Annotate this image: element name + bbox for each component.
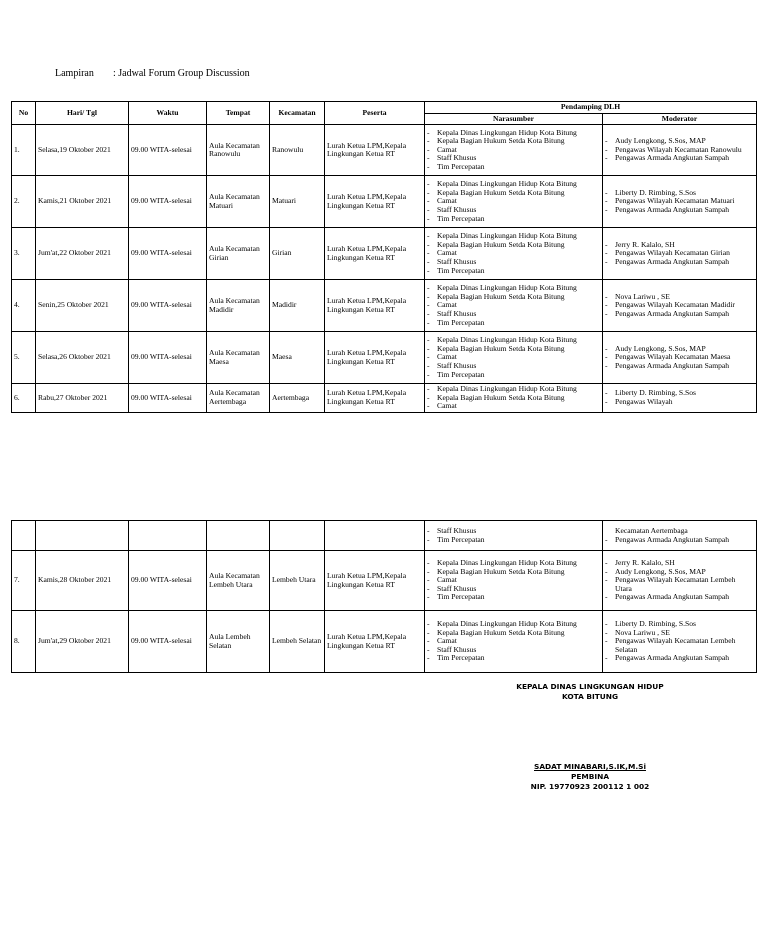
cell-empty xyxy=(207,521,270,551)
list-item: - Pengawas Armada Angkutan Sampah xyxy=(615,310,754,319)
narasumber-list xyxy=(427,180,600,223)
cell-moderator xyxy=(603,125,757,176)
moderator-list xyxy=(605,620,754,663)
cell-tempat: Aula Kecamatan Madidir xyxy=(207,280,270,332)
list-item: - Kepala Bagian Hukum Setda Kota Bitung xyxy=(437,345,600,354)
list-item: - Camat xyxy=(437,146,600,155)
list-item: - Camat xyxy=(437,353,600,362)
header-waktu: Waktu xyxy=(129,102,207,125)
office-line1: KEPALA DINAS LINGKUNGAN HIDUP xyxy=(516,682,664,691)
cell-peserta: Lurah Ketua LPM,Kepala Lingkungan Ketua RT xyxy=(325,125,425,176)
cell-waktu: 09.00 WITA-selesai xyxy=(129,551,207,611)
list-item: - Audy Lengkong, S.Sos, MAP xyxy=(615,137,754,146)
list-item: - Kepala Dinas Lingkungan Hidup Kota Bitung xyxy=(437,385,600,394)
table-row xyxy=(12,280,757,332)
cell-waktu: 09.00 WITA-selesai xyxy=(129,384,207,413)
list-item: - Pengawas Wilayah Kecamatan Madidir xyxy=(615,301,754,310)
cell-no: 4. xyxy=(12,280,36,332)
cell-tempat: Aula Kecamatan Aertembaga xyxy=(207,384,270,413)
header-hari: Hari/ Tgl xyxy=(36,102,129,125)
list-item: - Tim Percepatan xyxy=(437,654,600,663)
cell-moderator xyxy=(603,384,757,413)
list-item: - Tim Percepatan xyxy=(437,593,600,602)
list-item: - Pengawas Wilayah Kecamatan Girian xyxy=(615,249,754,258)
table-row xyxy=(12,332,757,384)
cell-no: 7. xyxy=(12,551,36,611)
list-item: - Pengawas Armada Angkutan Sampah xyxy=(615,206,754,215)
cell-tempat: Aula Kecamatan Ranowulu xyxy=(207,125,270,176)
cell-kecamatan: Lembeh Selatan xyxy=(270,611,325,673)
list-item: - Staff Khusus xyxy=(437,258,600,267)
cell-hari: Selasa,19 Oktober 2021 xyxy=(36,125,129,176)
list-item: - Liberty D. Rimbing, S.Sos xyxy=(615,620,754,629)
cell-hari: Kamis,28 Oktober 2021 xyxy=(36,551,129,611)
list-item: - Kepala Dinas Lingkungan Hidup Kota Bitung xyxy=(437,284,600,293)
cell-peserta: Lurah Ketua LPM,Kepala Lingkungan Ketua RT xyxy=(325,176,425,228)
list-item: - Camat xyxy=(437,197,600,206)
cell-empty xyxy=(325,521,425,551)
cell-narasumber xyxy=(425,125,603,176)
header-pendamping: Pendamping DLH xyxy=(425,102,757,114)
list-item: - Camat xyxy=(437,249,600,258)
list-item: - Camat xyxy=(437,637,600,646)
list-item: - Pengawas Wilayah Kecamatan Lembeh Utara xyxy=(615,576,754,593)
list-item: - Kepala Bagian Hukum Setda Kota Bitung xyxy=(437,293,600,302)
cell-no: 2. xyxy=(12,176,36,228)
list-item: - Kepala Dinas Lingkungan Hidup Kota Bitung xyxy=(437,559,600,568)
cell-narasumber xyxy=(425,551,603,611)
cell-empty xyxy=(129,521,207,551)
list-item: - Tim Percepatan xyxy=(437,371,600,380)
header-narasumber: Narasumber xyxy=(425,113,603,125)
cell-hari: Kamis,21 Oktober 2021 xyxy=(36,176,129,228)
continuation-row xyxy=(12,521,757,551)
signer-rank: PEMBINA xyxy=(570,772,610,781)
narasumber-list xyxy=(427,232,600,275)
cell-kecamatan: Madidir xyxy=(270,280,325,332)
list-item: - Pengawas Wilayah Kecamatan Ranowulu xyxy=(615,146,754,155)
list-item: - Kepala Bagian Hukum Setda Kota Bitung xyxy=(437,189,600,198)
cell-waktu: 09.00 WITA-selesai xyxy=(129,332,207,384)
cell-narasumber xyxy=(425,611,603,673)
cell-moderator xyxy=(603,280,757,332)
signer-name: SADAT MINABARI,S.IK,M.Si xyxy=(534,762,646,771)
cell-peserta: Lurah Ketua LPM,Kepala Lingkungan Ketua RT xyxy=(325,551,425,611)
list-item: - Tim Percepatan xyxy=(437,163,600,172)
signer-nip: NIP. 19770923 200112 1 002 xyxy=(530,782,650,791)
cell-peserta: Lurah Ketua LPM,Kepala Lingkungan Ketua RT xyxy=(325,384,425,413)
list-item: - Tim Percepatan xyxy=(437,267,600,276)
cell-empty xyxy=(36,521,129,551)
list-item: - Camat xyxy=(437,402,600,411)
list-item: - Pengawas Armada Angkutan Sampah xyxy=(615,362,754,371)
signature-office xyxy=(470,682,710,702)
moderator-list xyxy=(605,345,754,371)
cell-kecamatan: Girian xyxy=(270,228,325,280)
cell-hari: Jum'at,22 Oktober 2021 xyxy=(36,228,129,280)
list-item: - Pengawas Armada Angkutan Sampah xyxy=(615,654,754,663)
list-item: - Pengawas Wilayah Kecamatan Maesa xyxy=(615,353,754,362)
cell-no: 8. xyxy=(12,611,36,673)
narasumber-list xyxy=(427,559,600,602)
list-item: - Staff Khusus xyxy=(437,585,600,594)
cell-kecamatan: Aertembaga xyxy=(270,384,325,413)
cell-tempat: Aula Kecamatan Lembeh Utara xyxy=(207,551,270,611)
list-item: - Kepala Bagian Hukum Setda Kota Bitung xyxy=(437,137,600,146)
cell-hari: Selasa,26 Oktober 2021 xyxy=(36,332,129,384)
cell-kecamatan: Ranowulu xyxy=(270,125,325,176)
list-item: - Kepala Dinas Lingkungan Hidup Kota Bitung xyxy=(437,336,600,345)
cell-tempat: Aula Kecamatan Matuari xyxy=(207,176,270,228)
list-item: - Kepala Dinas Lingkungan Hidup Kota Bitung xyxy=(437,129,600,138)
list-item: - Pengawas Armada Angkutan Sampah xyxy=(615,593,754,602)
moderator-list xyxy=(605,137,754,163)
cell-narasumber-cont xyxy=(425,521,603,551)
table-row xyxy=(12,384,757,413)
moderator-list xyxy=(605,241,754,267)
cell-waktu: 09.00 WITA-selesai xyxy=(129,611,207,673)
narasumber-list xyxy=(427,284,600,327)
cell-kecamatan: Matuari xyxy=(270,176,325,228)
cell-narasumber xyxy=(425,176,603,228)
cell-narasumber xyxy=(425,332,603,384)
list-item: - Staff Khusus xyxy=(437,527,600,536)
cell-peserta: Lurah Ketua LPM,Kepala Lingkungan Ketua RT xyxy=(325,332,425,384)
cell-waktu: 09.00 WITA-selesai xyxy=(129,280,207,332)
cell-no: 1. xyxy=(12,125,36,176)
moderator-list xyxy=(605,389,754,406)
cell-tempat: Aula Kecamatan Girian xyxy=(207,228,270,280)
cell-waktu: 09.00 WITA-selesai xyxy=(129,228,207,280)
list-item: - Jerry R. Kalalo, SH xyxy=(615,559,754,568)
list-item: - Kepala Bagian Hukum Setda Kota Bitung xyxy=(437,394,600,403)
list-item: - Pengawas Wilayah Kecamatan Matuari xyxy=(615,197,754,206)
cell-empty xyxy=(12,521,36,551)
narasumber-list xyxy=(427,620,600,663)
cell-moderator xyxy=(603,332,757,384)
list-item: - Staff Khusus xyxy=(437,646,600,655)
table-row xyxy=(12,611,757,673)
list-item: - Nova Lariwu , SE xyxy=(615,293,754,302)
lampiran-line xyxy=(55,68,250,79)
list-item: - Pengawas Armada Angkutan Sampah xyxy=(615,258,754,267)
moderator-list xyxy=(605,293,754,319)
list-item: - Audy Lengkong, S.Sos, MAP xyxy=(615,568,754,577)
moderator-list xyxy=(605,559,754,602)
header-peserta: Peserta xyxy=(325,102,425,125)
cell-peserta: Lurah Ketua LPM,Kepala Lingkungan Ketua RT xyxy=(325,280,425,332)
table-row xyxy=(12,551,757,611)
office-line2: KOTA BITUNG xyxy=(561,692,619,701)
lampiran-value: : Jadwal Forum Group Discussion xyxy=(113,68,250,79)
cell-waktu: 09.00 WITA-selesai xyxy=(129,176,207,228)
list-item: - Audy Lengkong, S.Sos, MAP xyxy=(615,345,754,354)
cell-peserta: Lurah Ketua LPM,Kepala Lingkungan Ketua RT xyxy=(325,611,425,673)
cell-moderator-cont xyxy=(603,521,757,551)
cell-moderator xyxy=(603,611,757,673)
list-item: - Pengawas Wilayah xyxy=(615,398,754,407)
cell-hari: Jum'at,29 Oktober 2021 xyxy=(36,611,129,673)
list-item: - Staff Khusus xyxy=(437,310,600,319)
list-item: - Kepala Bagian Hukum Setda Kota Bitung xyxy=(437,629,600,638)
table-row xyxy=(12,176,757,228)
cell-moderator xyxy=(603,176,757,228)
cell-narasumber xyxy=(425,280,603,332)
cell-peserta: Lurah Ketua LPM,Kepala Lingkungan Ketua RT xyxy=(325,228,425,280)
cell-narasumber xyxy=(425,384,603,413)
cell-kecamatan: Maesa xyxy=(270,332,325,384)
schedule-table-page2 xyxy=(11,520,757,673)
lampiran-label: Lampiran xyxy=(55,68,94,79)
cell-tempat: Aula Lembeh Selatan xyxy=(207,611,270,673)
signature-block xyxy=(470,762,710,792)
narasumber-list xyxy=(427,129,600,172)
list-item: - Kepala Bagian Hukum Setda Kota Bitung xyxy=(437,241,600,250)
cell-narasumber xyxy=(425,228,603,280)
list-item: - Camat xyxy=(437,576,600,585)
list-item: - Camat xyxy=(437,301,600,310)
list-item: - Tim Percepatan xyxy=(437,319,600,328)
list-item: - Staff Khusus xyxy=(437,362,600,371)
list-item: - Kepala Dinas Lingkungan Hidup Kota Bitung xyxy=(437,180,600,189)
list-item: - Liberty D. Rimbing, S.Sos xyxy=(615,189,754,198)
header-kecamatan: Kecamatan xyxy=(270,102,325,125)
cell-tempat: Aula Kecamatan Maesa xyxy=(207,332,270,384)
list-item: - Jerry R. Kalalo, SH xyxy=(615,241,754,250)
schedule-table-page1 xyxy=(11,101,757,413)
cell-waktu: 09.00 WITA-selesai xyxy=(129,125,207,176)
list-item: - Kepala Dinas Lingkungan Hidup Kota Bitung xyxy=(437,620,600,629)
list-item: - Kepala Bagian Hukum Setda Kota Bitung xyxy=(437,568,600,577)
list-item: - Liberty D. Rimbing, S.Sos xyxy=(615,389,754,398)
list-item: - Pengawas Wilayah Kecamatan Lembeh Selatan xyxy=(615,637,754,654)
cell-empty xyxy=(270,521,325,551)
header-moderator: Moderator xyxy=(603,113,757,125)
narasumber-list xyxy=(427,385,600,411)
cell-no: 5. xyxy=(12,332,36,384)
table-row xyxy=(12,125,757,176)
list-item: - Staff Khusus xyxy=(437,154,600,163)
list-item: - Pengawas Armada Angkutan Sampah xyxy=(615,154,754,163)
header-tempat: Tempat xyxy=(207,102,270,125)
cell-moderator xyxy=(603,551,757,611)
cell-kecamatan: Lembeh Utara xyxy=(270,551,325,611)
table-row xyxy=(12,228,757,280)
list-item: - Nova Lariwu , SE xyxy=(615,629,754,638)
narasumber-list xyxy=(427,336,600,379)
list-item: - Tim Percepatan xyxy=(437,536,600,545)
moderator-list xyxy=(605,189,754,215)
header-no: No xyxy=(12,102,36,125)
list-item: - Pengawas Armada Angkutan Sampah xyxy=(615,536,754,545)
cell-no: 6. xyxy=(12,384,36,413)
cell-hari: Rabu,27 Oktober 2021 xyxy=(36,384,129,413)
list-item: - Kepala Dinas Lingkungan Hidup Kota Bitung xyxy=(437,232,600,241)
cell-no: 3. xyxy=(12,228,36,280)
moderator-continuation: Kecamatan Aertembaga xyxy=(615,525,688,535)
cell-hari: Senin,25 Oktober 2021 xyxy=(36,280,129,332)
cell-moderator xyxy=(603,228,757,280)
list-item: - Tim Percepatan xyxy=(437,215,600,224)
list-item: - Staff Khusus xyxy=(437,206,600,215)
